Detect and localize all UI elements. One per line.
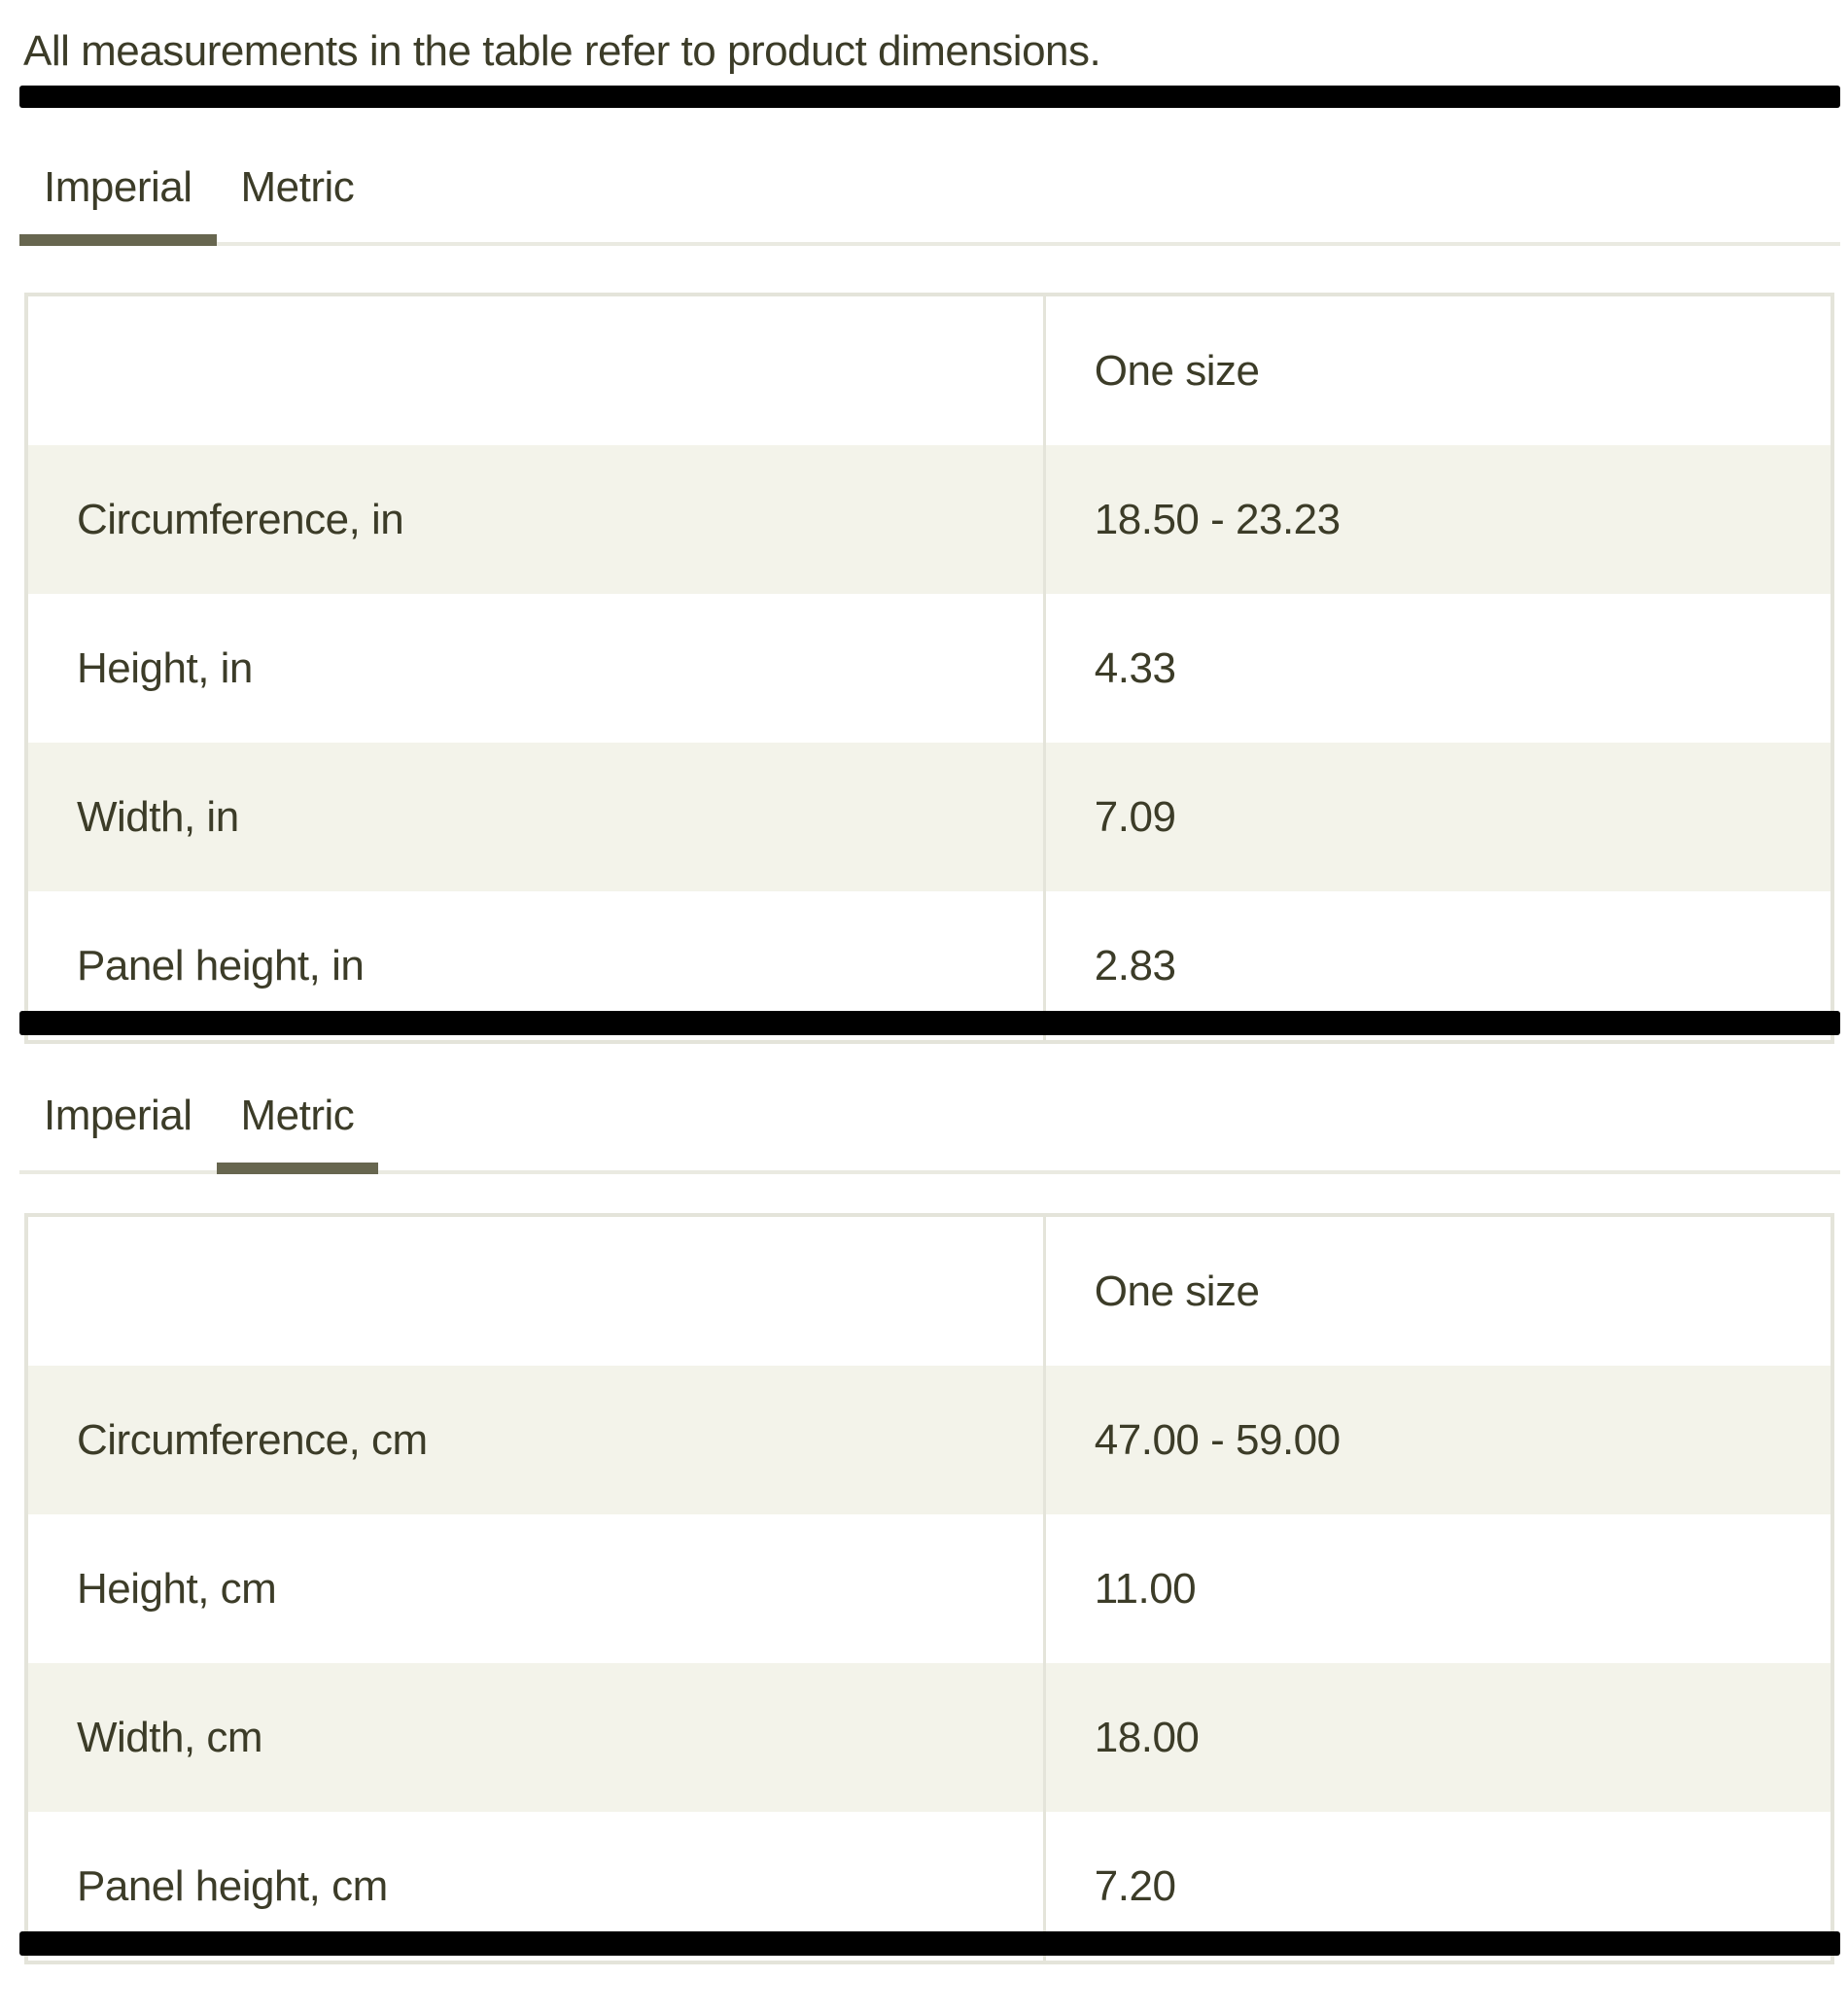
row-label: Panel height, in: [77, 941, 365, 990]
row-value: 7.09: [1043, 743, 1831, 891]
table-row: [28, 1366, 1831, 1514]
size-table-metric: [24, 1213, 1834, 1964]
unit-tabs-imperial-section: [19, 137, 1840, 246]
table-header-row: [28, 296, 1831, 445]
table-row: [28, 594, 1831, 743]
imperial-panel: [0, 137, 1848, 1044]
row-value: 18.00: [1043, 1663, 1831, 1812]
table-row: [28, 1514, 1831, 1663]
metric-panel: [0, 1065, 1848, 1964]
row-label: Panel height, cm: [77, 1861, 388, 1910]
measurements-note: All measurements in the table refer to product dimensions.: [23, 27, 1101, 75]
tab-metric[interactable]: Metric: [217, 1065, 379, 1170]
corner-cell: [28, 1217, 1043, 1366]
row-value: 11.00: [1043, 1514, 1831, 1663]
row-label: Width, in: [77, 792, 239, 841]
separator-bar-top: [19, 86, 1840, 108]
column-header-one-size: One size: [1043, 296, 1831, 445]
unit-tabs-metric-section: [19, 1065, 1840, 1174]
separator-bar-middle: [19, 1011, 1840, 1035]
tab-imperial[interactable]: Imperial: [19, 137, 217, 242]
table-row: [28, 445, 1831, 594]
size-table-imperial: [24, 293, 1834, 1044]
row-value: 18.50 - 23.23: [1043, 445, 1831, 594]
table-row: [28, 1663, 1831, 1812]
separator-bar-bottom: [19, 1931, 1840, 1956]
size-guide-page: [0, 23, 1848, 2014]
row-value: 4.33: [1043, 594, 1831, 743]
table-row: [28, 743, 1831, 891]
row-label: Circumference, in: [77, 495, 404, 543]
column-header-one-size: One size: [1043, 1217, 1831, 1366]
row-label: Height, in: [77, 643, 253, 692]
row-value: 2.83: [1043, 891, 1831, 1040]
row-value: 47.00 - 59.00: [1043, 1366, 1831, 1514]
tab-metric[interactable]: Metric: [240, 163, 355, 211]
row-label: Height, cm: [77, 1564, 277, 1613]
tab-imperial[interactable]: Imperial: [44, 1092, 192, 1139]
row-label: Width, cm: [77, 1713, 263, 1761]
corner-cell: [28, 296, 1043, 445]
table-header-row: [28, 1217, 1831, 1366]
row-label: Circumference, cm: [77, 1415, 428, 1464]
row-value: 7.20: [1043, 1812, 1831, 1961]
